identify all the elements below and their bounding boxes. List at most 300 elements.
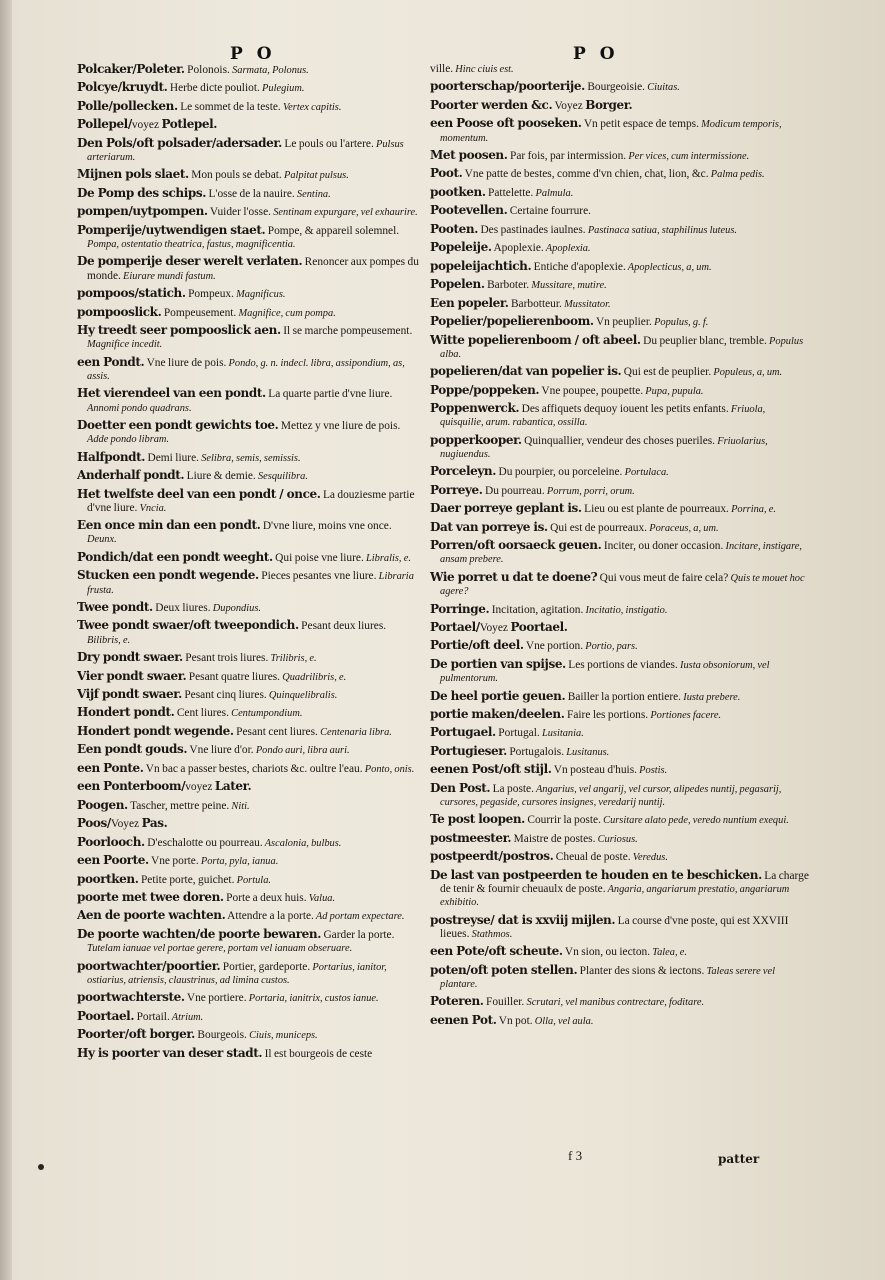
french-gloss: Pieces pesantes vne liure. bbox=[258, 570, 377, 583]
dutch-headword: Poppe/poppeken. bbox=[430, 382, 540, 397]
dictionary-entry bbox=[430, 117, 810, 144]
dutch-headword: Met poosen. bbox=[430, 148, 508, 163]
dictionary-entry bbox=[430, 690, 810, 704]
dictionary-entry bbox=[77, 1028, 422, 1042]
dictionary-entry bbox=[430, 813, 810, 827]
dictionary-entry bbox=[77, 991, 422, 1005]
dictionary-entry bbox=[430, 621, 810, 635]
latin-gloss: Libralis, e. bbox=[363, 552, 411, 564]
french-gloss: Garder la porte. bbox=[321, 928, 395, 941]
dictionary-entry bbox=[430, 99, 810, 113]
french-gloss: Du pourreau. bbox=[482, 484, 545, 497]
latin-gloss: Angaria, angariarum prestatio, angariarum exhibitio. bbox=[440, 884, 790, 909]
french-gloss: Qui poise vne liure. bbox=[272, 551, 364, 564]
dictionary-entry bbox=[77, 725, 422, 739]
french-gloss: Vne portiere. bbox=[184, 992, 247, 1005]
dictionary-entry bbox=[77, 688, 422, 702]
french-gloss: Bourgeoisie. bbox=[584, 81, 646, 94]
french-gloss: D'vne liure, moins vne once. bbox=[260, 520, 392, 533]
dutch-headword: De last van postpeerden te houden en te beschicken. bbox=[430, 867, 762, 882]
dutch-headword: Later. bbox=[214, 779, 252, 794]
latin-gloss: Vertex capitis. bbox=[280, 101, 342, 113]
french-gloss: Il est bourgeois de ceste bbox=[262, 1047, 373, 1060]
latin-gloss: Ascalonia, bulbus. bbox=[262, 837, 342, 849]
french-gloss: Maistre de postes. bbox=[511, 832, 596, 845]
dutch-headword: popperkooper. bbox=[430, 432, 522, 447]
dutch-headword: pootken. bbox=[430, 184, 486, 199]
latin-gloss: Pulsus arteriarum. bbox=[87, 138, 404, 164]
dictionary-entry bbox=[77, 324, 422, 351]
french-gloss: Vn petit espace de temps. bbox=[581, 118, 699, 131]
latin-gloss: Sarmata, Polonus. bbox=[229, 65, 309, 76]
latin-gloss: Valua. bbox=[306, 893, 336, 904]
french-gloss: Attendre a la porte. bbox=[225, 910, 314, 923]
dictionary-entry bbox=[430, 502, 810, 516]
dutch-headword: Den Pols/oft polsader/adersader. bbox=[77, 135, 282, 150]
latin-gloss: Lusitania. bbox=[539, 728, 584, 740]
dutch-headword: Portugieser. bbox=[430, 743, 507, 758]
dutch-headword: Een pondt gouds. bbox=[77, 742, 188, 757]
dictionary-entry bbox=[430, 945, 810, 959]
dictionary-entry bbox=[77, 909, 422, 923]
dutch-headword: Wie porret u dat te doene? bbox=[430, 569, 598, 584]
dictionary-entry bbox=[77, 651, 422, 665]
latin-gloss: Palpitat pulsus. bbox=[281, 170, 349, 182]
dictionary-entry bbox=[430, 850, 810, 864]
dictionary-entry bbox=[77, 469, 422, 483]
latin-gloss: Portio, pars. bbox=[583, 641, 638, 653]
latin-gloss: Quadrilibris, e. bbox=[280, 671, 347, 683]
french-gloss: Quinquallier, vendeur des choses pueriles. bbox=[521, 434, 716, 447]
latin-gloss: Selibra, semis, semissis. bbox=[199, 452, 301, 464]
latin-gloss: Palma pedis. bbox=[708, 169, 765, 181]
latin-gloss: Sentinam expurgare, vel exhaurire. bbox=[271, 207, 418, 219]
french-gloss: Polonois. bbox=[184, 64, 230, 76]
latin-gloss: Taleas serere vel plantare. bbox=[440, 965, 775, 991]
latin-gloss: Apoplecticus, a, um. bbox=[625, 261, 712, 273]
french-gloss: Barbotteur. bbox=[508, 297, 562, 310]
dictionary-entry bbox=[77, 1010, 422, 1024]
dictionary-entry bbox=[77, 451, 422, 465]
dutch-headword: Stucken een pondt wegende. bbox=[77, 568, 259, 583]
dictionary-entry bbox=[430, 80, 810, 94]
latin-gloss: Portula. bbox=[234, 874, 271, 886]
latin-gloss: Centumpondium. bbox=[228, 708, 303, 720]
latin-gloss: Scrutari, vel manibus contrectare, foditare. bbox=[524, 997, 705, 1009]
latin-gloss: Quis te mouet hoc agere? bbox=[440, 572, 805, 598]
dictionary-entry bbox=[430, 639, 810, 653]
latin-gloss: Friuola, quisquilie, arum. rabantica, ossilla. bbox=[440, 404, 766, 429]
french-gloss: Cheual de poste. bbox=[553, 851, 631, 864]
dutch-headword: Een once min dan een pondt. bbox=[77, 518, 261, 533]
latin-gloss: Ciuis, municeps. bbox=[246, 1030, 318, 1042]
dictionary-entry bbox=[430, 334, 810, 361]
french-gloss: Qui est de peuplier. bbox=[621, 366, 712, 379]
latin-gloss: Curiosus. bbox=[595, 833, 638, 845]
dictionary-entry bbox=[430, 204, 810, 218]
dictionary-entry bbox=[77, 601, 422, 615]
latin-gloss: Sentina. bbox=[294, 188, 331, 200]
french-gloss: Vne poupee, poupette. bbox=[539, 384, 644, 397]
dictionary-entry bbox=[77, 551, 422, 565]
french-gloss: Faire les portions. bbox=[564, 709, 649, 722]
dictionary-entry bbox=[430, 708, 810, 722]
dutch-headword: Te post loopen. bbox=[430, 812, 525, 827]
latin-gloss: Deunx. bbox=[87, 534, 117, 546]
dutch-headword: Popeleije. bbox=[430, 240, 492, 255]
french-gloss: L'osse de la nauire. bbox=[206, 187, 295, 200]
dictionary-entry bbox=[430, 186, 810, 200]
dutch-headword: Portugael. bbox=[430, 725, 496, 740]
dutch-headword: Pootevellen. bbox=[430, 203, 508, 218]
dutch-headword: postmeester. bbox=[430, 830, 512, 845]
french-gloss: Portier, gardeporte. bbox=[220, 960, 311, 973]
dutch-headword: Popelier/popelierenboom. bbox=[430, 314, 594, 329]
dictionary-entry bbox=[430, 241, 810, 255]
dictionary-entry bbox=[430, 763, 810, 777]
dictionary-entry bbox=[430, 278, 810, 292]
latin-gloss: Atrium. bbox=[169, 1011, 204, 1023]
dictionary-entry bbox=[77, 100, 422, 114]
french-gloss: Liure & demie. bbox=[184, 470, 256, 483]
dictionary-entry bbox=[430, 402, 810, 429]
dictionary-entry bbox=[430, 603, 810, 617]
french-gloss: Mettez y vne liure de pois. bbox=[278, 420, 401, 433]
dutch-headword: Aen de poorte wachten. bbox=[77, 908, 226, 923]
french-gloss: Incitation, agitation. bbox=[489, 603, 584, 616]
dutch-headword: Porreye. bbox=[430, 482, 483, 497]
dictionary-entry bbox=[430, 571, 810, 598]
dictionary-entry bbox=[430, 149, 810, 163]
dutch-headword: Dat van porreye is. bbox=[430, 519, 548, 534]
french-gloss: Tascher, mettre peine. bbox=[127, 799, 230, 812]
french-gloss: Cent liures. bbox=[174, 707, 229, 720]
dutch-headword: Hondert pondt. bbox=[77, 705, 175, 720]
dutch-headword: Borger. bbox=[585, 97, 633, 112]
dutch-headword: Poortael. bbox=[77, 1008, 135, 1023]
latin-gloss: Angarius, vel angarij, vel cursor, alipedes nuntij, pegasarij, cursores, pegaside, cursores insignes, veredarij nuntij. bbox=[440, 783, 782, 809]
dictionary-entry bbox=[77, 706, 422, 720]
dutch-headword: Anderhalf pondt. bbox=[77, 468, 185, 483]
french-gloss: La course d'vne poste, qui est XXVIII lieues. bbox=[440, 914, 789, 940]
latin-gloss: Populus, g. f. bbox=[651, 317, 709, 329]
latin-gloss: Bilibris, e. bbox=[87, 634, 131, 646]
french-gloss: Pesant deux liures. bbox=[298, 620, 387, 633]
dictionary-entry bbox=[77, 670, 422, 684]
dutch-headword: Mijnen pols slaet. bbox=[77, 167, 189, 182]
french-gloss: La quarte partie d'vne liure. bbox=[265, 388, 393, 401]
dictionary-entry bbox=[77, 891, 422, 905]
dutch-headword: Porringe. bbox=[430, 601, 490, 616]
latin-gloss: Per vices, cum intermissione. bbox=[626, 151, 750, 163]
french-gloss: Vne patte de bestes, comme d'vn chien, chat, lion, &c. bbox=[462, 168, 709, 181]
latin-gloss: Mussitator. bbox=[561, 298, 611, 310]
dutch-headword: Hy treedt seer pompooslick aen. bbox=[77, 323, 281, 338]
french-gloss: Petite porte, guichet. bbox=[138, 873, 235, 886]
french-gloss: Demi liure. bbox=[145, 451, 200, 464]
latin-gloss: Apoplexia. bbox=[543, 243, 591, 255]
french-gloss: Renoncer aux pompes du monde. bbox=[87, 256, 419, 282]
dutch-headword: portie maken/deelen. bbox=[430, 707, 565, 722]
latin-gloss: Porrum, porri, orum. bbox=[544, 485, 635, 497]
dutch-headword: postreyse/ dat is xxviij mijlen. bbox=[430, 912, 616, 927]
latin-gloss: Quinquelibralis. bbox=[266, 690, 338, 702]
running-head-right: P O bbox=[573, 44, 619, 64]
latin-gloss: Portarius, ianitor, ostiarius, atriensis, claustrinus, ad limina custos. bbox=[87, 961, 387, 986]
dictionary-entry bbox=[77, 81, 422, 95]
dutch-headword: De Pomp des schips. bbox=[77, 185, 207, 200]
french-gloss: Apoplexie. bbox=[491, 242, 544, 255]
latin-gloss: Iusta prebere. bbox=[681, 691, 741, 703]
french-gloss: Voyez bbox=[110, 818, 142, 831]
latin-gloss: Pondo, g. n. indecl. libra, assipondium, as, assis. bbox=[87, 357, 405, 382]
french-gloss: Qui vous meut de faire cela? bbox=[597, 571, 729, 584]
latin-gloss: Portaria, ianitrix, custos ianue. bbox=[246, 993, 379, 1005]
dutch-headword: poortwachter/poortier. bbox=[77, 958, 221, 973]
dutch-headword: De heel portie geuen. bbox=[430, 688, 566, 703]
dictionary-entry bbox=[77, 762, 422, 776]
french-gloss: Voyez bbox=[479, 622, 511, 634]
dictionary-entry bbox=[430, 260, 810, 274]
latin-gloss: Annomi pondo quadrans. bbox=[87, 402, 192, 414]
dutch-headword: een Ponte. bbox=[77, 760, 144, 775]
latin-gloss: Magnificus. bbox=[233, 289, 286, 301]
dutch-headword: pompooslick. bbox=[77, 304, 162, 319]
french-gloss: La charge de tenir & fournir cheuaulx de poste. bbox=[440, 869, 809, 896]
latin-gloss: Pupa, pupula. bbox=[643, 385, 704, 397]
french-gloss: voyez bbox=[131, 119, 162, 132]
french-gloss: Certaine fourrure. bbox=[507, 205, 591, 218]
french-gloss: Le sommet de la teste. bbox=[177, 100, 281, 113]
latin-gloss: Libraria frusta. bbox=[87, 571, 414, 596]
latin-gloss: Tutelam ianuae vel portae gerere, portam vel ianuam obseruare. bbox=[87, 943, 353, 955]
latin-gloss: Populeus, a, um. bbox=[711, 367, 783, 379]
dutch-headword: Poos/ bbox=[77, 816, 111, 831]
dictionary-entry bbox=[77, 387, 422, 414]
french-gloss: Des pastinades iaulnes. bbox=[478, 223, 586, 236]
dutch-headword: Twee pondt. bbox=[77, 600, 153, 614]
dutch-headword: Hondert pondt wegende. bbox=[77, 723, 234, 738]
french-gloss: Vne porte. bbox=[148, 855, 199, 868]
dutch-headword: Pas. bbox=[141, 816, 168, 831]
dictionary-entry bbox=[77, 780, 422, 794]
french-gloss: Vn posteau d'huis. bbox=[551, 764, 637, 777]
dictionary-entry bbox=[77, 569, 422, 596]
french-gloss: Vn bac a passer bestes, chariots &c. oultre l'eau. bbox=[143, 762, 363, 775]
latin-gloss: Poraceus, a, um. bbox=[647, 522, 719, 534]
dutch-headword: Dry pondt swaer. bbox=[77, 650, 183, 665]
latin-gloss: Porrina, e. bbox=[728, 504, 777, 516]
dutch-headword: Porren/oft oorsaeck geuen. bbox=[430, 538, 602, 553]
dutch-headword: De poorte wachten/de poorte bewaren. bbox=[77, 926, 321, 941]
dutch-headword: Popelen. bbox=[430, 277, 485, 292]
french-gloss: Voyez bbox=[552, 99, 586, 112]
latin-gloss: Friuolarius, nugiuendus. bbox=[440, 435, 768, 460]
dictionary-entry bbox=[430, 315, 810, 329]
latin-gloss: Eiurare mundi fastum. bbox=[120, 270, 216, 282]
latin-gloss: Centenaria libra. bbox=[317, 726, 392, 738]
dutch-headword: een Poose oft pooseken. bbox=[430, 116, 582, 131]
dictionary-entry bbox=[430, 539, 810, 566]
dutch-headword: een Ponterboom/ bbox=[77, 779, 186, 794]
french-gloss: Vn pot. bbox=[496, 1014, 533, 1027]
french-gloss: Qui est de pourreaux. bbox=[547, 521, 648, 534]
dictionary-entry bbox=[77, 205, 422, 219]
left-column bbox=[77, 63, 422, 1065]
dictionary-entry bbox=[77, 1047, 422, 1061]
latin-gloss: Hinc ciuis est. bbox=[453, 64, 514, 75]
french-gloss: Pompeux. bbox=[185, 288, 234, 301]
latin-gloss: Pastinaca satiua, staphilinus luteus. bbox=[585, 224, 738, 236]
dutch-headword: Porceleyn. bbox=[430, 464, 497, 479]
dictionary-entry bbox=[77, 836, 422, 850]
french-gloss: Inciter, ou doner occasion. bbox=[601, 540, 724, 553]
dictionary-entry bbox=[430, 434, 810, 461]
dictionary-entry bbox=[77, 118, 422, 132]
french-gloss: Pesant cent liures. bbox=[233, 725, 318, 738]
dictionary-entry bbox=[430, 869, 810, 910]
dutch-headword: eenen Pot. bbox=[430, 1012, 497, 1027]
latin-gloss: Olla, vel aula. bbox=[532, 1015, 594, 1027]
latin-gloss: Talea, e. bbox=[650, 947, 687, 959]
french-gloss: Barboter. bbox=[484, 279, 530, 292]
dutch-headword: Vier pondt swaer. bbox=[77, 668, 187, 683]
dutch-headword: Hy is poorter van deser stadt. bbox=[77, 1045, 263, 1060]
dutch-headword: Pollepel/ bbox=[77, 117, 132, 132]
french-gloss: Porte a deux huis. bbox=[223, 892, 307, 904]
dutch-headword: Poorter/oft borger. bbox=[77, 1027, 195, 1042]
french-gloss: Vuider l'osse. bbox=[207, 206, 272, 219]
dutch-headword: Doetter een pondt gewichts toe. bbox=[77, 418, 279, 433]
dutch-headword: pompoos/statich. bbox=[77, 286, 186, 301]
dictionary-entry bbox=[77, 63, 422, 77]
latin-gloss: Ciuitas. bbox=[645, 82, 680, 94]
dutch-headword: Twee pondt swaer/oft tweepondich. bbox=[77, 618, 299, 633]
french-gloss: Portugal. bbox=[495, 727, 540, 740]
dutch-headword: Pomperije/uytwendigen staet. bbox=[77, 222, 266, 237]
dutch-headword: poorterschap/poorterije. bbox=[430, 79, 585, 94]
french-gloss: ville. bbox=[430, 63, 454, 75]
dutch-headword: Portael/ bbox=[430, 620, 480, 634]
dictionary-entry bbox=[430, 521, 810, 535]
dutch-headword: Daer porreye geplant is. bbox=[430, 501, 582, 516]
dictionary-entry bbox=[430, 167, 810, 181]
latin-gloss: Lusitanus. bbox=[564, 746, 610, 758]
signature-mark: f 3 bbox=[568, 1148, 583, 1163]
dictionary-entry bbox=[430, 964, 810, 991]
latin-gloss: Niti. bbox=[229, 800, 250, 812]
dutch-headword: Poorter werden &c. bbox=[430, 97, 553, 112]
latin-gloss: Portiones facere. bbox=[648, 710, 722, 722]
catchword: patter bbox=[718, 1152, 760, 1166]
french-gloss: Planter des sions & iectons. bbox=[577, 964, 705, 977]
french-gloss: Vn peuplier. bbox=[593, 316, 652, 329]
french-gloss: La douziesme partie d'vne liure. bbox=[87, 488, 415, 514]
french-gloss: Il se marche pompeusement. bbox=[280, 325, 413, 338]
latin-gloss: Sesquilibra. bbox=[255, 471, 308, 483]
french-gloss: voyez bbox=[185, 781, 215, 794]
french-gloss: Fouiller. bbox=[483, 996, 525, 1009]
latin-gloss: Modicum temporis, momentum. bbox=[440, 119, 782, 144]
french-gloss: Herbe dicte pouliot. bbox=[167, 82, 260, 95]
dutch-headword: Poogen. bbox=[77, 797, 128, 812]
latin-gloss: Adde pondo libram. bbox=[87, 434, 170, 446]
dictionary-entry bbox=[77, 960, 422, 987]
dutch-headword: Polcaker/Poleter. bbox=[77, 62, 185, 76]
dutch-headword: poortwachterste. bbox=[77, 990, 185, 1005]
french-gloss: Les portions de viandes. bbox=[565, 658, 678, 671]
french-gloss: Portail. bbox=[134, 1010, 170, 1023]
french-gloss: Pompeusement. bbox=[161, 306, 237, 319]
dutch-headword: Portie/oft deel. bbox=[430, 638, 524, 653]
latin-gloss: Pondo auri, libra auri. bbox=[253, 745, 350, 757]
dutch-headword: poortken. bbox=[77, 871, 139, 886]
dutch-headword: Witte popelierenboom / oft abeel. bbox=[430, 332, 641, 347]
french-gloss: Vne portion. bbox=[523, 640, 584, 653]
dictionary-entry bbox=[77, 137, 422, 164]
dutch-headword: Poorlooch. bbox=[77, 834, 145, 849]
dictionary-entry bbox=[77, 743, 422, 757]
latin-gloss: Incitare, instigare, ansam prebere. bbox=[440, 541, 802, 566]
french-gloss: Portugalois. bbox=[506, 745, 565, 758]
french-gloss: La poste. bbox=[490, 782, 534, 795]
latin-gloss: Populus alba. bbox=[440, 335, 804, 360]
dutch-headword: Poortael. bbox=[510, 620, 568, 634]
french-gloss: Bourgeois. bbox=[194, 1029, 247, 1042]
latin-gloss: Stathmos. bbox=[469, 928, 513, 940]
dictionary-entry bbox=[430, 63, 810, 76]
dictionary-entry bbox=[430, 465, 810, 479]
dutch-headword: postpeerdt/postros. bbox=[430, 849, 554, 864]
dutch-headword: eenen Post/oft stijl. bbox=[430, 762, 552, 777]
dutch-headword: Pooten. bbox=[430, 221, 478, 236]
latin-gloss: Palmula. bbox=[533, 187, 574, 199]
dictionary-entry bbox=[77, 873, 422, 887]
dictionary-entry bbox=[77, 799, 422, 813]
dutch-headword: popeleijachtich. bbox=[430, 258, 532, 273]
french-gloss: Du peuplier blanc, tremble. bbox=[640, 334, 767, 347]
latin-gloss: Mussitare, mutire. bbox=[529, 280, 607, 292]
latin-gloss: Veredus. bbox=[630, 852, 668, 864]
dictionary-entry bbox=[430, 914, 810, 941]
french-gloss: D'eschalotte ou pourreau. bbox=[144, 836, 263, 849]
dictionary-entry bbox=[430, 297, 810, 311]
french-gloss: Par fois, par intermission. bbox=[507, 150, 627, 163]
french-gloss: Pesant cinq liures. bbox=[181, 689, 267, 702]
dutch-headword: Den Post. bbox=[430, 780, 491, 795]
latin-gloss: Dupondius. bbox=[210, 603, 261, 614]
dutch-headword: Poteren. bbox=[430, 994, 484, 1009]
dictionary-entry bbox=[430, 484, 810, 498]
dictionary-entry bbox=[77, 488, 422, 515]
dutch-headword: Poot. bbox=[430, 166, 463, 181]
dutch-headword: een Pondt. bbox=[77, 354, 145, 369]
latin-gloss: Cursitare alato pede, veredo nuntium exequi. bbox=[600, 815, 789, 827]
dutch-headword: De portien van spijse. bbox=[430, 656, 566, 671]
latin-gloss: Pompa, ostentatio theatrica, fastus, magnificentia. bbox=[87, 239, 296, 251]
french-gloss: Pompe, & appareil solemnel. bbox=[265, 224, 400, 237]
dictionary-entry bbox=[430, 384, 810, 398]
dutch-headword: popelieren/dat van popelier is. bbox=[430, 364, 622, 379]
dutch-headword: een Poorte. bbox=[77, 853, 149, 868]
dictionary-entry bbox=[77, 619, 422, 646]
dictionary-entry bbox=[77, 306, 422, 320]
french-gloss: Lieu ou est plante de pourreaux. bbox=[581, 503, 729, 516]
latin-gloss: Postis. bbox=[636, 765, 668, 777]
french-gloss: Pattelette. bbox=[485, 186, 534, 199]
dictionary-entry bbox=[430, 782, 810, 809]
dutch-headword: Halfpondt. bbox=[77, 449, 146, 464]
